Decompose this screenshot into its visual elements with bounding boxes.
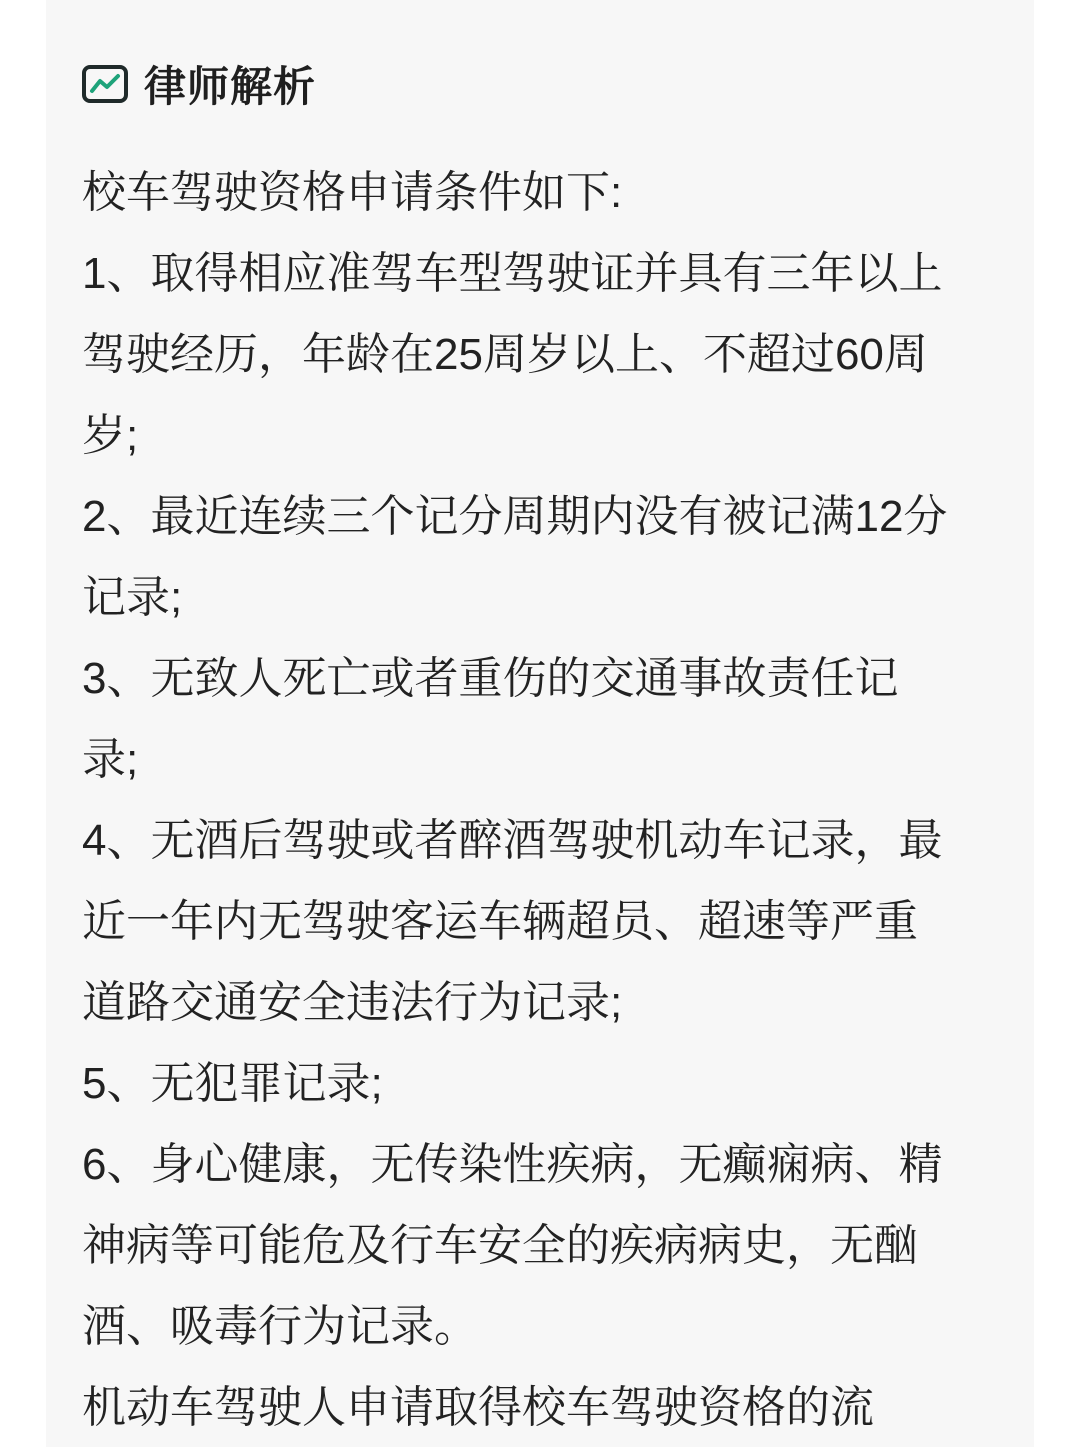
condition-6: 6、身心健康，无传染性疾病，无癫痫病、精 神病等可能危及行车安全的疾病病史，无酗 酒、吸毒行为记录。 [82,1140,943,1351]
answer-card [46,0,1034,1447]
section-header [82,52,316,116]
condition-2: 2、最近连续三个记分周期内没有被记满12分 记录; [82,492,948,622]
condition-1: 1、取得相应准驾车型驾驶证并具有三年以上 驾驶经历，年龄在25周岁以上、不超过60周 岁; [82,249,943,460]
intro-paragraph: 校车驾驶资格申请条件如下: [82,168,623,217]
analysis-content [82,152,1012,1447]
condition-3: 3、无致人死亡或者重伤的交通事故责任记 录; [82,654,899,784]
section-title: 律师解析 [144,63,317,110]
condition-5: 5、无犯罪记录; [82,1059,383,1108]
condition-4: 4、无酒后驾驶或者醉酒驾驶机动车记录，最 近一年内无驾驶客运车辆超员、超速等严重 道路交通安全违法行为记录; [82,816,943,1027]
process-paragraph: 机动车驾驶人申请取得校车驾驶资格的流 [82,1383,874,1432]
trend-chart-icon [82,64,130,104]
